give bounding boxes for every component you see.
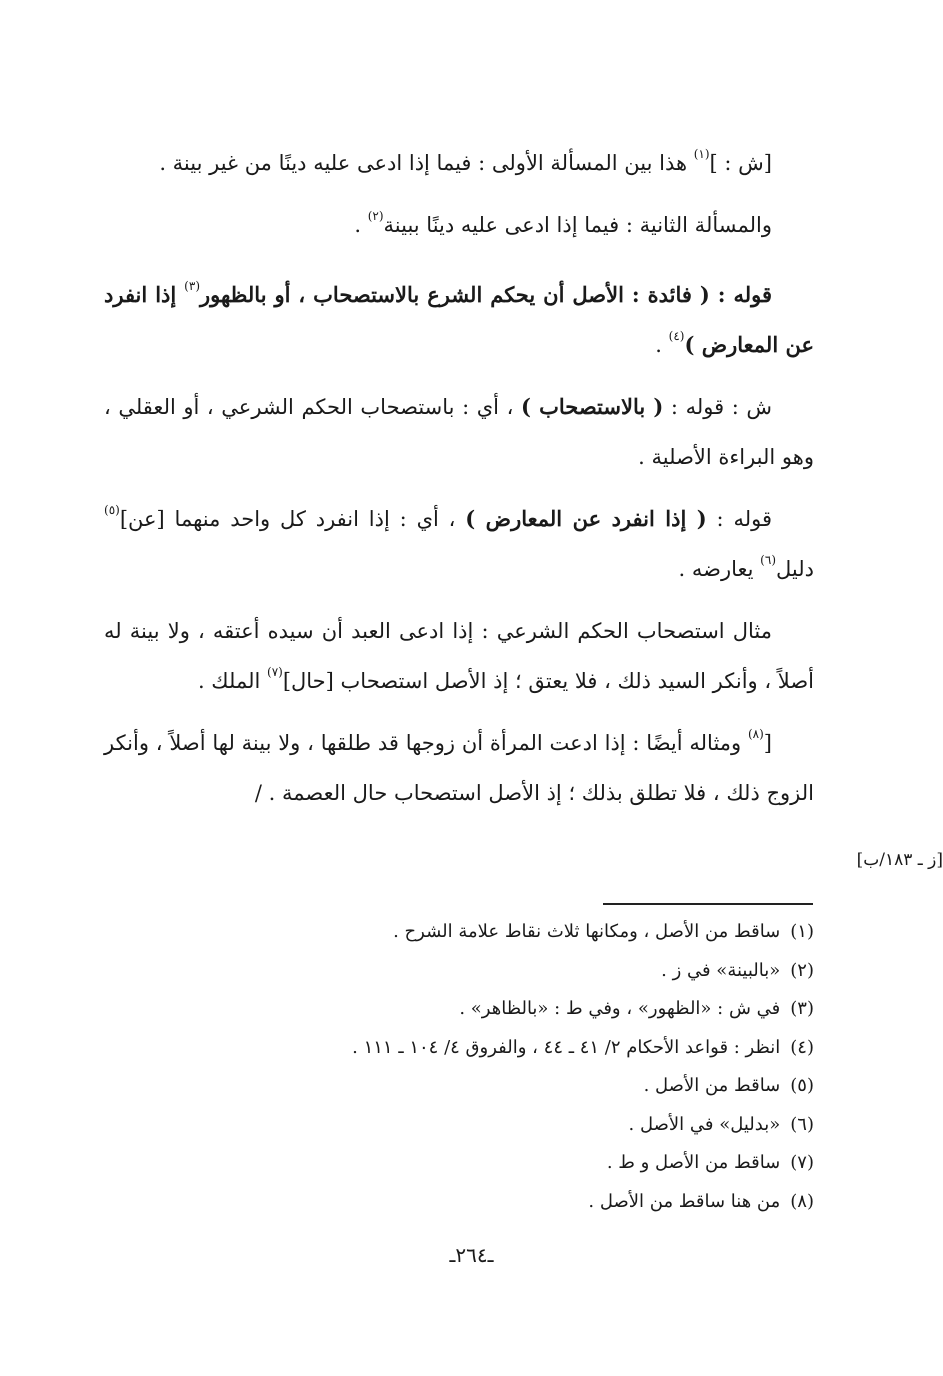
paragraph-istishab	[104, 382, 814, 482]
body-text-run: [	[763, 731, 772, 755]
page-number: ـ٢٦٤ـ	[449, 1243, 494, 1267]
body-text-run: ، أي : باستصحاب الحكم الشرعي ، أو العقلي ، وهو البراءة الأصلية .	[104, 395, 814, 469]
body-text-run: يعارضه .	[678, 557, 761, 581]
footnote	[200, 990, 814, 1029]
paragraph-infarad	[104, 494, 814, 594]
quoted-matn-text: ( إذا انفرد عن المعارض )	[465, 506, 707, 531]
body-text-run: [ش : ]	[709, 151, 772, 175]
footnote-text: في ش : «الظهور» ، وفي ط : «بالظاهر» .	[459, 998, 781, 1019]
footnote-text: من هنا ساقط من الأصل .	[588, 1190, 781, 1212]
paragraph-second-issue	[104, 200, 814, 250]
footnote-reference: (٧)	[267, 665, 283, 679]
footnote-number: (٦)	[790, 1113, 814, 1135]
quoted-matn-text: ( بالاستصحاب )	[520, 394, 664, 419]
paragraph-sharh-intro	[104, 138, 814, 188]
paragraph-example-wife	[104, 718, 814, 818]
footnote	[200, 1029, 814, 1068]
body-text-run: ش : قوله :	[663, 395, 772, 419]
body-text-run: ، أي : إذا انفرد كل واحد منهما [عن]	[119, 507, 466, 531]
footnote-number: (٢)	[790, 959, 814, 981]
footnote-reference: (٣)	[184, 279, 200, 293]
body-text-run: .	[354, 213, 368, 237]
body-text-run: والمسألة الثانية : فيما إذا ادعى عليه دينًا ببينة	[383, 213, 772, 237]
footnote-text: انظر : قواعد الأحكام ٢/ ٤١ ـ ٤٤ ، والفروق ٤/ ١٠٤ ـ ١١١ .	[352, 1036, 781, 1058]
margin-manuscript-reference: [ز ـ ١٨٣/ب]	[856, 850, 943, 870]
footnote-reference: (٥)	[104, 503, 120, 517]
footnote-text: «بالبينة» في ز .	[661, 959, 781, 981]
footnote-number: (١)	[790, 921, 814, 942]
quoted-matn-text: إذا انفرد عن المعارض )	[104, 282, 814, 357]
footnote	[200, 1144, 814, 1183]
body-text-run: مثال استصحاب الحكم الشرعي : إذا ادعى العبد أن سيده أعتقه ، ولا بينة له أصلاً ، وأنكر السيد ذلك ، فلا يعتق ؛ إذ الأصل استصحاب [حال]	[104, 619, 814, 693]
footnote-reference: (٦)	[760, 553, 776, 567]
footnote	[200, 952, 814, 991]
footnote-text: «بدليل» في الأصل .	[628, 1113, 781, 1135]
footnote	[200, 913, 814, 952]
footnote-number: (٣)	[790, 998, 814, 1019]
footnote-number: (٨)	[790, 1190, 814, 1212]
body-text-run: هذا بين المسألة الأولى : فيما إذا ادعى عليه دينًا من غير بينة .	[159, 151, 694, 175]
footnote-number: (٤)	[790, 1036, 814, 1058]
footnote-reference: (١)	[693, 147, 710, 161]
footnote	[200, 1183, 814, 1222]
footnote	[200, 1067, 814, 1106]
body-text-run: قوله :	[706, 507, 772, 531]
paragraph-example-slave	[104, 606, 814, 706]
footnote	[200, 1106, 814, 1145]
footnote-reference: (٤)	[668, 329, 685, 343]
main-text	[104, 138, 814, 830]
footnote-text: ساقط من الأصل ، ومكانها ثلاث نقاط علامة الشرح .	[393, 921, 781, 942]
body-text-run: .	[655, 333, 669, 357]
body-text-run: الملك .	[197, 669, 267, 693]
paragraph-faida	[104, 270, 814, 370]
body-text-run: دليل	[776, 557, 814, 581]
footnote-number: (٥)	[790, 1075, 814, 1096]
footnote-reference: (٢)	[367, 209, 384, 223]
footnote-text: ساقط من الأصل .	[643, 1075, 781, 1096]
footnote-divider	[603, 903, 813, 905]
footnote-number: (٧)	[790, 1152, 814, 1173]
footnotes-list	[200, 913, 814, 1221]
quoted-matn-text: قوله : ( فائدة : الأصل أن يحكم الشرع بالاستصحاب ، أو بالظهور	[200, 282, 772, 307]
body-text-run: ومثاله أيضًا : إذا ادعت المرأة أن زوجها قد طلقها ، ولا بينة لها أصلاً ، وأنكر الزوج ذلك ، فلا تطلق بذلك ؛ إذ الأصل استصحاب حال العصمة . /	[104, 731, 814, 805]
footnote-reference: (٨)	[747, 727, 764, 741]
footnote-text: ساقط من الأصل و ط .	[606, 1152, 781, 1173]
